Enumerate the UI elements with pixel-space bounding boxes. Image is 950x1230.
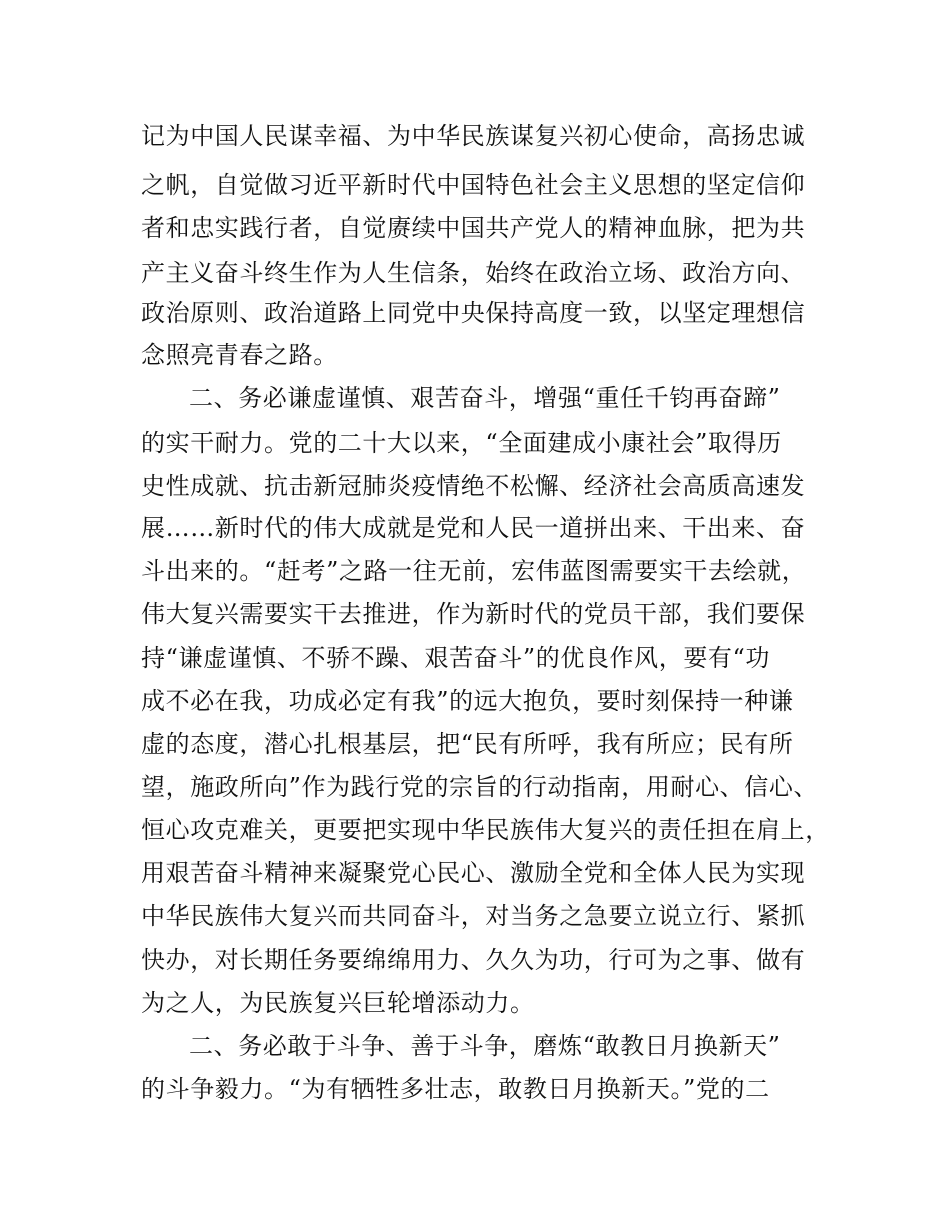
text-line: 望，施政所向”作为践行党的宗旨的行动指南，用耐心、信心、 xyxy=(141,773,819,801)
paragraph-heading-line: 二、务必谦虚谨慎、艰苦奋斗，增强“重任千钧再奋蹄” xyxy=(189,384,781,412)
text-line: 之帆，自觉做习近平新时代中国特色社会主义思想的坚定信仰 xyxy=(141,171,806,199)
text-line: 为之人，为民族复兴巨轮增添动力。 xyxy=(141,989,535,1017)
text-line: 者和忠实践行者，自觉赓续中国共产党人的精神血脉，把为共 xyxy=(141,214,806,242)
paragraph-heading-line: 二、务必敢于斗争、善于斗争，磨炼“敢教日月换新天” xyxy=(189,1032,781,1060)
text-line: 史性成就、抗击新冠肺炎疫情绝不松懈、经济社会高质高速发 xyxy=(141,472,806,500)
text-line: 虚的态度，潜心扎根基层，把“民有所呼，我有所应；民有所 xyxy=(141,730,794,758)
text-line: 的实干耐力。党的二十大以来，“全面建成小康社会”取得历 xyxy=(141,429,782,457)
text-line: 成不必在我，功成必定有我”的远大抱负，要时刻保持一种谦 xyxy=(141,687,794,715)
text-line: 展……新时代的伟大成就是党和人民一道拼出来、干出来、奋 xyxy=(141,514,806,542)
text-line: 恒心攻克难关，更要把实现中华民族伟大复兴的责任担在肩上， xyxy=(141,816,830,844)
text-line: 持“谦虚谨慎、不骄不躁、艰苦奋斗”的优良作风，要有“功 xyxy=(141,644,771,672)
text-line: 的斗争毅力。“为有牺牲多壮志，敢教日月换新天。”党的二 xyxy=(141,1075,770,1103)
text-line: 政治原则、政治道路上同党中央保持高度一致，以坚定理想信 xyxy=(141,299,806,327)
text-line: 念照亮青春之路。 xyxy=(141,341,338,369)
text-line: 斗出来的。“赶考”之路一往无前，宏伟蓝图需要实干去绘就， xyxy=(141,557,807,585)
text-line: 中华民族伟大复兴而共同奋斗，对当务之急要立说立行、紧抓 xyxy=(141,902,806,930)
text-line: 产主义奋斗终生作为人生信条，始终在政治立场、政治方向、 xyxy=(141,259,806,287)
text-line: 用艰苦奋斗精神来凝聚党心民心、激励全党和全体人民为实现 xyxy=(141,859,806,887)
text-line: 伟大复兴需要实干去推进，作为新时代的党员干部，我们要保 xyxy=(141,600,806,628)
text-line: 快办，对长期任务要绵绵用力、久久为功，行可为之事、做有 xyxy=(141,946,806,974)
text-line: 记为中国人民谋幸福、为中华民族谋复兴初心使命，高扬忠诚 xyxy=(141,122,806,150)
